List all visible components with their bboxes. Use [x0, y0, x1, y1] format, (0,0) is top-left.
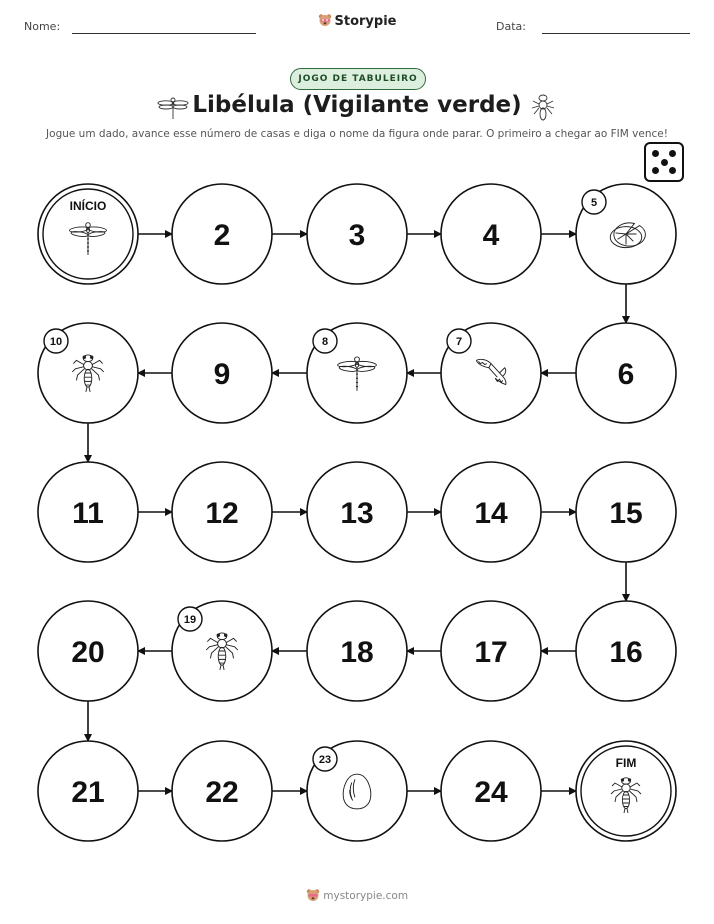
bear-logo-icon	[306, 890, 323, 902]
board-space	[576, 323, 676, 423]
space-number: 9	[213, 358, 231, 391]
board-space	[172, 462, 272, 562]
board-space	[307, 601, 407, 701]
space-number: 17	[474, 636, 508, 669]
space-number: 2	[213, 219, 231, 252]
brand-name: Storypie	[334, 14, 397, 29]
board-space	[307, 462, 407, 562]
board-space	[38, 741, 138, 841]
board-space	[441, 323, 541, 423]
start-space	[38, 184, 138, 284]
space-number: 18	[340, 636, 374, 669]
space-number: 11	[72, 497, 104, 530]
footer	[0, 888, 714, 902]
board-space	[307, 741, 407, 841]
game-type-badge: JOGO DE TABULEIRO	[290, 68, 426, 90]
board-space	[441, 184, 541, 284]
space-number: 22	[205, 776, 239, 809]
space-number: 3	[348, 219, 366, 252]
space-number: 16	[609, 636, 643, 669]
space-number: 19	[183, 614, 197, 626]
finish-label: FIM	[615, 756, 637, 770]
space-number: 13	[340, 497, 374, 530]
space-number: 8	[321, 336, 329, 348]
board-space	[38, 601, 138, 701]
footer-site: mystorypie.com	[323, 890, 409, 902]
board-space	[441, 601, 541, 701]
board-space	[38, 462, 138, 562]
board-space	[172, 601, 272, 701]
space-number: 5	[590, 197, 598, 209]
board-space	[38, 323, 138, 423]
space-number: 15	[609, 497, 643, 530]
space-number: 20	[71, 636, 105, 669]
board-space	[576, 184, 676, 284]
board-space	[307, 323, 407, 423]
space-number: 23	[318, 754, 332, 766]
space-number: 4	[482, 219, 500, 252]
space-number: 6	[617, 358, 635, 391]
name-label: Nome:	[24, 20, 61, 33]
board-space	[441, 741, 541, 841]
space-number: 12	[205, 497, 239, 530]
board-space	[172, 323, 272, 423]
space-number: 10	[49, 336, 63, 348]
board-space	[307, 184, 407, 284]
space-number: 24	[474, 776, 508, 809]
space-number: 14	[474, 497, 508, 530]
instructions: Jogue um dado, avance esse número de casas e diga o nome da figura onde parar. O primeiro a chegar ao FIM vence!	[46, 128, 668, 140]
board-space	[576, 462, 676, 562]
board-space	[172, 184, 272, 284]
finish-space	[576, 741, 676, 841]
page-title: Libélula (Vigilante verde)	[192, 92, 522, 118]
date-label: Data:	[496, 20, 526, 33]
space-number: 21	[71, 776, 105, 809]
board-space	[172, 741, 272, 841]
board-space	[441, 462, 541, 562]
board-space	[576, 601, 676, 701]
start-label: INÍCIO	[69, 199, 107, 213]
space-number: 7	[455, 336, 463, 348]
